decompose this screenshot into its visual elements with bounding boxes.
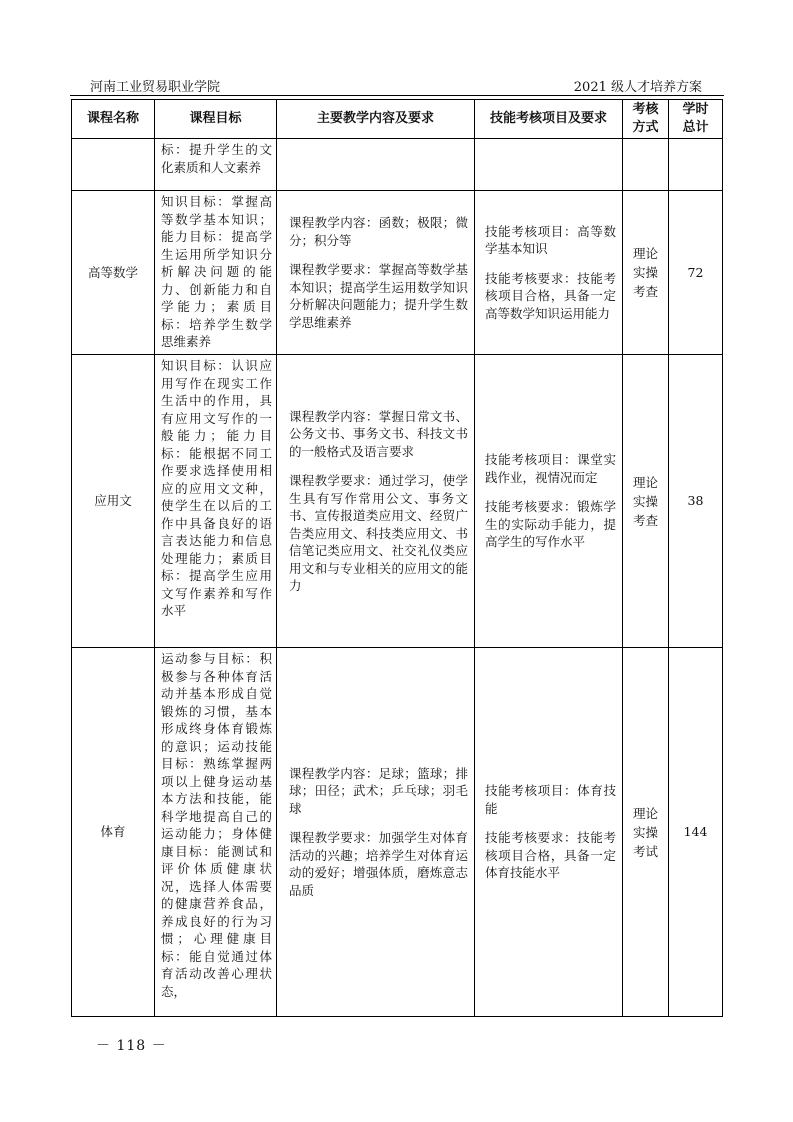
course-name [72,139,155,191]
course-content [277,648,475,1017]
column-header-skill: 技能考核项目及要求 [475,100,623,139]
course-goal: 标：提升学生的文化素质和人文素养 [155,139,277,191]
assessment-method: 理论 实操 考试 [623,648,669,1017]
skill-requirement: 技能考核要求：技能考核项目合格，具备一定高等数学知识运用能力 [485,270,616,321]
assessment-method: 理论 实操 考查 [623,191,669,355]
assessment-method [623,139,669,191]
skill-requirement: 技能考核要求：技能考核项目合格，具备一定体育技能水平 [485,830,616,881]
course-goal: 知识目标：掌握高等数学基本知识；能力目标：提高学生运用所学知识分析解决问题的能力、创新能力和自学能力；素质目标：培养学生数学思维素养 [155,191,277,355]
course-goal: 运动参与目标：积极参与各种体育活动并基本形成自觉锻炼的习惯，基本形成终身体育锻炼的意识；运动技能目标：熟练掌握两项以上健身运动基本方法和技能，能科学地提高自己的运动能力；身体健康目标：能测试和评价体质健康状况，选择人体需要的健康营养食品，养成良好的行为习惯；心理健康目标：能自觉通过体育活动改善心理状态， [155,648,277,1017]
skill-item: 技能考核项目：高等数学基本知识 [485,223,616,257]
column-header-content: 主要教学内容及要求 [277,100,475,139]
column-header-course-name: 课程名称 [72,100,155,139]
header-school-name: 河南工业贸易职业学院 [90,80,221,95]
course-content [277,191,475,355]
table-row [72,139,723,191]
content-topics: 课程教学内容：足球；篮球；排球；田径；武术；乒乓球；羽毛球 [289,765,468,816]
content-requirements: 课程教学要求：通过学习，使学生具有写作常用公文、事务文书、宣传报道类应用文、经贸广告类应用文、科技类应用文、书信笔记类应用文、社交礼仪类应用文和与专业相关的应用文的能力 [289,473,468,593]
skill-assessment [475,191,623,355]
page-number: － 118 － [96,1038,167,1054]
skill-requirement: 技能考核要求：锻炼学生的实际动手能力，提高学生的写作水平 [485,499,616,550]
content-topics: 课程教学内容：掌握日常文书、公务文书、事务文书、科技文书的一般格式及语言要求 [289,408,468,459]
curriculum-table [71,99,723,1017]
header-document-title: 2021 级人才培养方案 [573,80,702,95]
course-name: 高等数学 [72,191,155,355]
skill-assessment [475,648,623,1017]
course-content [277,355,475,648]
course-name: 体育 [72,648,155,1017]
course-goal: 知识目标：认识应用写作在现实工作生活中的作用，具有应用文写作的一般能力；能力目标：能根据不同工作要求选择使用相应的应用文文种，使学生在以后的工作中具备良好的语言表达能力和信息处理能力；素质目标：提高学生应用文写作素养和写作水平 [155,355,277,648]
content-requirements: 课程教学要求：加强学生对体育活动的兴趣；培养学生对体育运动的爱好；增强体质，磨炼意志品质 [289,830,468,898]
course-content [277,139,475,191]
column-header-course-goal: 课程目标 [155,100,277,139]
skill-item: 技能考核项目：课堂实践作业，视情况而定 [485,452,616,485]
column-header-hours: 学时 总计 [669,100,723,139]
column-header-assessment: 考核 方式 [623,100,669,139]
skill-assessment [475,355,623,648]
course-name: 应用文 [72,355,155,648]
total-hours [669,139,723,191]
total-hours: 72 [669,191,723,355]
skill-item: 技能考核项目：体育技能 [485,783,616,816]
table-row [72,648,723,1017]
total-hours: 38 [669,355,723,648]
header-rule [70,95,724,96]
content-topics: 课程教学内容：函数；极限；微分；积分等 [289,215,468,248]
content-requirements: 课程教学要求：掌握高等数学基本知识；提高学生运用数学知识分析解决问题能力；提升学生数学思维素养 [289,262,468,330]
table-row [72,355,723,648]
assessment-method: 理论 实操 考查 [623,355,669,648]
skill-assessment [475,139,623,191]
table-row [72,191,723,355]
table-header-row [72,100,723,139]
total-hours: 144 [669,648,723,1017]
